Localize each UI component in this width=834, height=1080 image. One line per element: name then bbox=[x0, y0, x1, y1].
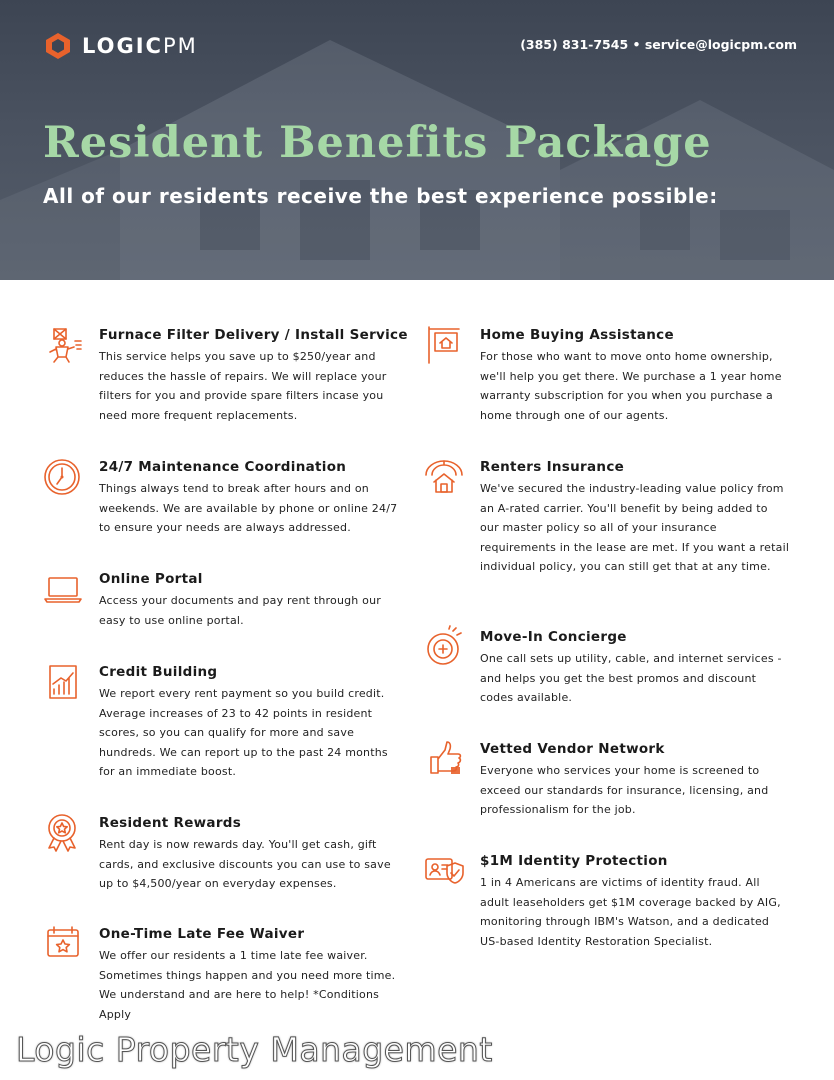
benefit-text: We offer our residents a 1 time late fee waiver. Sometimes things happen and you need more time. We understand and are here to help! *Conditions Apply bbox=[99, 949, 396, 1021]
logo-hexagon-icon bbox=[43, 31, 73, 61]
laptop-icon bbox=[42, 567, 86, 611]
watermark: Logic Property Management bbox=[16, 1030, 493, 1069]
benefit-text: We report every rent payment so you build credit. Average increases of 23 to 42 points in resident scores, so you can qualify for more and save hundreds. We can report up to the past 24 months for an immediate boost. bbox=[99, 687, 388, 779]
benefit-title: Online Portal bbox=[99, 571, 203, 587]
clock-icon bbox=[42, 455, 86, 499]
calendar-star-icon bbox=[42, 922, 86, 966]
benefit-title: Renters Insurance bbox=[480, 459, 625, 475]
benefit-resident-rewards bbox=[99, 815, 399, 894]
chart-icon bbox=[42, 660, 86, 704]
id-shield-icon bbox=[423, 849, 467, 893]
benefit-online-portal bbox=[99, 571, 399, 630]
benefit-title: Vetted Vendor Network bbox=[480, 741, 665, 757]
benefit-title: Credit Building bbox=[99, 664, 218, 680]
benefit-title: Move-In Concierge bbox=[480, 629, 627, 645]
benefit-text: Access your documents and pay rent through our easy to use online portal. bbox=[99, 594, 382, 627]
benefit-title: 24/7 Maintenance Coordination bbox=[99, 459, 347, 475]
house-sign-icon bbox=[423, 323, 467, 367]
award-ribbon-icon bbox=[42, 811, 86, 855]
logo-text-logic: LOGIC bbox=[82, 34, 163, 58]
thumbs-up-icon bbox=[423, 737, 467, 781]
benefit-text: We've secured the industry-leading value policy from an A-rated carrier. You'll benefit by being added to our master policy so all of your insurance requirements in the lease are met. If you want a retail individual policy, you can still get that at any time. bbox=[480, 482, 790, 574]
benefit-title: One-Time Late Fee Waiver bbox=[99, 926, 305, 942]
hero-banner bbox=[0, 0, 834, 280]
benefit-maintenance bbox=[99, 459, 399, 538]
benefit-title: Furnace Filter Delivery / Install Service bbox=[99, 327, 408, 343]
benefit-text: One call sets up utility, cable, and internet services - and helps you get the best promos and discount codes available. bbox=[480, 652, 782, 705]
benefit-title: $1M Identity Protection bbox=[480, 853, 668, 869]
benefit-text: Things always tend to break after hours and on weekends. We are available by phone or online 24/7 to ensure your needs are always addressed. bbox=[99, 482, 398, 535]
benefit-text: This service helps you save up to $250/year and reduces the hassle of repairs. We will replace your filters for you and provide spare filters incase you need more frequent replacements. bbox=[99, 350, 387, 422]
benefit-identity-protection bbox=[480, 853, 790, 951]
benefit-late-fee-waiver bbox=[99, 926, 399, 1024]
benefit-text: Everyone who services your home is screened to exceed our standards for insurance, licensing, and professionalism for the job. bbox=[480, 764, 769, 817]
benefit-move-in-concierge bbox=[480, 629, 790, 708]
logo-text-pm: PM bbox=[162, 34, 198, 58]
benefit-text: 1 in 4 Americans are victims of identity fraud. All adult leaseholders get $1M coverage backed by AIG, monitoring through IBM's Watson, and a dedicated US-based Identity Restoration Specialist. bbox=[480, 876, 781, 948]
logo-text bbox=[82, 34, 198, 58]
benefit-text: For those who want to move onto home ownership, we'll help you get there. We purchase a 1 year home warranty subscription for you when you purchase a home through one of our agents. bbox=[480, 350, 782, 422]
benefit-credit-building bbox=[99, 664, 399, 782]
benefit-title: Resident Rewards bbox=[99, 815, 242, 831]
benefit-renters-insurance bbox=[480, 459, 790, 577]
logicpm-logo[interactable] bbox=[43, 31, 198, 61]
benefit-furnace-filter bbox=[99, 327, 408, 425]
page-subtitle: All of our residents receive the best experience possible: bbox=[43, 184, 718, 208]
benefit-title: Home Buying Assistance bbox=[480, 327, 674, 343]
benefit-text: Rent day is now rewards day. You'll get cash, gift cards, and exclusive discounts you can use to save up to $4,500/year on everyday expenses. bbox=[99, 838, 391, 891]
umbrella-house-icon bbox=[423, 455, 467, 499]
benefit-home-buying bbox=[480, 327, 790, 425]
benefit-vetted-vendor bbox=[480, 741, 790, 820]
contact-info[interactable]: (385) 831-7545 • service@logicpm.com bbox=[520, 37, 797, 52]
filter-delivery-icon bbox=[42, 323, 86, 367]
page-title: Resident Benefits Package bbox=[43, 118, 712, 168]
concierge-bell-icon bbox=[423, 625, 467, 669]
